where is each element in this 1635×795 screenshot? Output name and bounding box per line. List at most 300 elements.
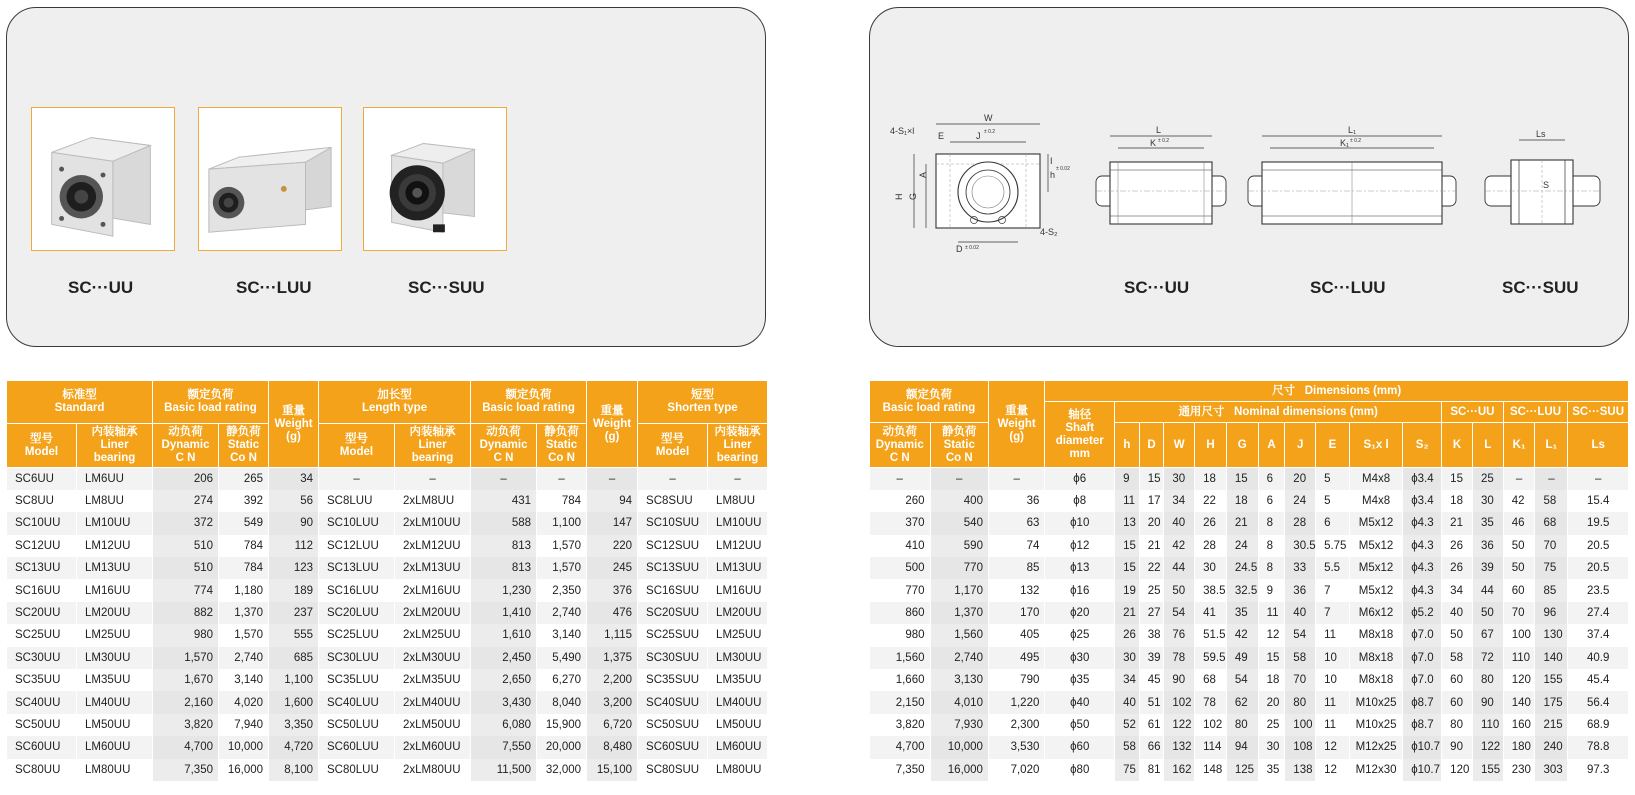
table-cell: 63 — [988, 512, 1044, 534]
table-cell: 108 — [1285, 736, 1316, 758]
table-cell: LM25UU — [77, 624, 153, 646]
col-weight: 重量 Weight (g) — [988, 381, 1044, 468]
table-cell: 500 — [870, 557, 931, 579]
table-cell: 80 — [1442, 714, 1473, 736]
table-cell: 30.5 — [1285, 535, 1316, 557]
table-cell: SC60LUU — [319, 736, 395, 758]
table-cell: 155 — [1472, 759, 1503, 781]
table-cell: 40 — [1442, 602, 1473, 624]
table-row — [7, 624, 768, 646]
table-cell: 80 — [1226, 714, 1258, 736]
table-row — [7, 512, 768, 534]
table-cell: – — [471, 468, 537, 490]
table-cell: 372 — [153, 512, 219, 534]
table-cell: 39 — [1472, 557, 1503, 579]
table-cell: ϕ10.7 — [1403, 736, 1442, 758]
table-cell: 2xLM60UU — [395, 736, 471, 758]
table-cell: 32.5 — [1226, 579, 1258, 601]
table-cell: 10,000 — [219, 736, 269, 758]
table-cell: 58 — [1442, 647, 1473, 669]
table-row — [7, 579, 768, 601]
col-k1: K₁ — [1503, 423, 1535, 468]
table-cell: LM8UU — [708, 490, 768, 512]
table-cell: 74 — [988, 535, 1044, 557]
table-cell: 42 — [1226, 624, 1258, 646]
table-row — [7, 669, 768, 691]
table-cell: SC12UU — [7, 535, 77, 557]
group-shorten: 短型 Shorten type — [638, 381, 768, 424]
table-cell: ϕ50 — [1045, 714, 1115, 736]
table-cell: 61 — [1139, 714, 1164, 736]
table-cell: 36 — [1472, 535, 1503, 557]
col-ls: Ls — [1568, 423, 1629, 468]
table-cell: SC25LUU — [319, 624, 395, 646]
table-cell: 3,130 — [930, 669, 988, 691]
table-cell: LM20UU — [77, 602, 153, 624]
table-cell: 50 — [1503, 557, 1535, 579]
table-cell: 26 — [1115, 624, 1140, 646]
drawing-caption-sc-luu: SC···LUU — [1310, 278, 1386, 297]
table-cell: ϕ4.3 — [1403, 579, 1442, 601]
table-cell: ϕ7.0 — [1403, 624, 1442, 646]
table-cell: 980 — [870, 624, 931, 646]
label-k1-tol: ± 0.2 — [1350, 138, 1362, 144]
table-cell: 60 — [1442, 691, 1473, 713]
table-cell: 21 — [1139, 535, 1164, 557]
table-cell: 58 — [1285, 647, 1316, 669]
table-cell: 18 — [1226, 490, 1258, 512]
table-cell: 59.5 — [1195, 647, 1227, 669]
table-cell: 2xLM10UU — [395, 512, 471, 534]
table-cell: SC20LUU — [319, 602, 395, 624]
col-static-2: 静负荷 Static Co N — [537, 424, 587, 468]
table-cell: – — [1568, 468, 1629, 490]
table-cell: – — [395, 468, 471, 490]
table-cell: 8,480 — [587, 736, 638, 758]
table-cell: 180 — [1503, 736, 1535, 758]
table-cell: 3,140 — [219, 669, 269, 691]
table-cell: ϕ3.4 — [1403, 468, 1442, 490]
col-h: h — [1115, 423, 1140, 468]
table-cell: ϕ4.3 — [1403, 535, 1442, 557]
table-cell: 66 — [1139, 736, 1164, 758]
table-cell: – — [988, 468, 1044, 490]
table-cell: ϕ10.7 — [1403, 759, 1442, 781]
table-cell: 11 — [1115, 490, 1140, 512]
table-cell: 60 — [1442, 669, 1473, 691]
caption-sc-suu: SC···SUU — [408, 278, 485, 297]
table-cell: 20.5 — [1568, 535, 1629, 557]
label-w: W — [984, 113, 993, 123]
table-cell: 376 — [587, 579, 638, 601]
label-h-tol: ± 0.02 — [1056, 166, 1070, 172]
table-cell: 1,570 — [537, 557, 587, 579]
table-cell: 22 — [1139, 557, 1164, 579]
table-cell: LM30UU — [77, 647, 153, 669]
table-cell: 15,100 — [587, 759, 638, 781]
table-cell: ϕ80 — [1045, 759, 1115, 781]
table-cell: 51 — [1139, 691, 1164, 713]
table-cell: 510 — [153, 535, 219, 557]
table-cell: LM10UU — [77, 512, 153, 534]
table-cell: 26 — [1442, 535, 1473, 557]
table-cell: 11,500 — [471, 759, 537, 781]
table-cell: 102 — [1195, 714, 1227, 736]
label-h-big: H — [894, 193, 904, 200]
table-cell: 125 — [1226, 759, 1258, 781]
table-cell: 11 — [1316, 714, 1350, 736]
table-cell: 22 — [1195, 490, 1227, 512]
table-cell: 8 — [1258, 557, 1285, 579]
table-row — [870, 736, 1629, 758]
table-row — [7, 714, 768, 736]
group-type-suu: SC···SUU — [1568, 402, 1629, 423]
table-cell: LM80UU — [77, 759, 153, 781]
table-cell: 50 — [1503, 535, 1535, 557]
group-type-uu: SC···UU — [1442, 402, 1504, 423]
table-row — [7, 468, 768, 490]
table-cell: SC80LUU — [319, 759, 395, 781]
table-cell: ϕ25 — [1045, 624, 1115, 646]
table-cell: 112 — [269, 535, 319, 557]
table-cell: ϕ7.0 — [1403, 669, 1442, 691]
table-cell: LM10UU — [708, 512, 768, 534]
table-cell: SC40SUU — [638, 691, 708, 713]
table-cell: 2,740 — [219, 647, 269, 669]
table-cell: 882 — [153, 602, 219, 624]
table-cell: 549 — [219, 512, 269, 534]
table-cell: ϕ4.3 — [1403, 512, 1442, 534]
table-cell: 10 — [1316, 647, 1350, 669]
table-cell: 37.4 — [1568, 624, 1629, 646]
table-cell: M8x18 — [1349, 624, 1402, 646]
table-cell: ϕ6 — [1045, 468, 1115, 490]
table-cell: M12x25 — [1349, 736, 1402, 758]
table-cell: 110 — [1503, 647, 1535, 669]
col-a: A — [1258, 423, 1285, 468]
label-e: E — [938, 131, 945, 141]
table-cell: 245 — [587, 557, 638, 579]
table-cell: 5 — [1316, 468, 1350, 490]
table-cell: 26 — [1195, 512, 1227, 534]
table-cell: 90 — [1472, 691, 1503, 713]
table-cell: M10x25 — [1349, 691, 1402, 713]
table-cell: 36 — [1285, 579, 1316, 601]
table-cell: 42 — [1164, 535, 1195, 557]
table-cell: 2xLM80UU — [395, 759, 471, 781]
table-cell: 15 — [1115, 535, 1140, 557]
table-cell: 1,660 — [870, 669, 931, 691]
table-cell: 1,375 — [587, 647, 638, 669]
table-cell: 32,000 — [537, 759, 587, 781]
table-cell: M12x30 — [1349, 759, 1402, 781]
table-cell: 510 — [153, 557, 219, 579]
table-cell: LM16UU — [708, 579, 768, 601]
table-cell: 2xLM50UU — [395, 714, 471, 736]
table-cell: M8x18 — [1349, 669, 1402, 691]
table-cell: ϕ12 — [1045, 535, 1115, 557]
table-cell: 8 — [1258, 512, 1285, 534]
table-cell: SC80SUU — [638, 759, 708, 781]
table-cell: 7 — [1316, 602, 1350, 624]
table-cell: – — [1535, 468, 1568, 490]
table-cell: 2,450 — [471, 647, 537, 669]
table-cell: 860 — [870, 602, 931, 624]
table-cell: 76 — [1164, 624, 1195, 646]
label-d-tol: ± 0.02 — [965, 245, 979, 251]
table-cell: M6x12 — [1349, 602, 1402, 624]
table-row — [870, 669, 1629, 691]
col-model-2: 型号 Model — [319, 424, 395, 468]
table-cell: 97.3 — [1568, 759, 1629, 781]
table-row — [870, 624, 1629, 646]
col-liner-1: 内装轴承 Liner bearing — [77, 424, 153, 468]
table-cell: 123 — [269, 557, 319, 579]
table-cell: ϕ60 — [1045, 736, 1115, 758]
table-cell: SC30LUU — [319, 647, 395, 669]
table-cell: SC25UU — [7, 624, 77, 646]
table-cell: 85 — [1535, 579, 1568, 601]
table-cell: SC30UU — [7, 647, 77, 669]
table-cell: SC60UU — [7, 736, 77, 758]
table-cell: 2,650 — [471, 669, 537, 691]
table-cell: 110 — [1472, 714, 1503, 736]
group-load-1: 额定负荷 Basic load rating — [153, 381, 269, 424]
table-cell: 7,550 — [471, 736, 537, 758]
table-cell: 140 — [1535, 647, 1568, 669]
table-cell: 60 — [1503, 579, 1535, 601]
table-row — [870, 579, 1629, 601]
table-cell: M5x12 — [1349, 557, 1402, 579]
table-cell: 9 — [1115, 468, 1140, 490]
label-g: G — [908, 192, 918, 200]
table-cell: 21 — [1115, 602, 1140, 624]
table-cell: SC50LUU — [319, 714, 395, 736]
table-cell: 30 — [1258, 736, 1285, 758]
table-cell: 3,820 — [870, 714, 931, 736]
table-cell: M10x25 — [1349, 714, 1402, 736]
table-cell: 4,700 — [153, 736, 219, 758]
label-d: D — [956, 244, 963, 254]
table-cell: – — [587, 468, 638, 490]
table-cell: 45.4 — [1568, 669, 1629, 691]
table-cell: 590 — [930, 535, 988, 557]
label-j: J — [976, 131, 981, 141]
label-s: S — [1543, 180, 1550, 190]
table-cell: 3,350 — [269, 714, 319, 736]
table-cell: 12 — [1316, 736, 1350, 758]
table-cell: 1,100 — [537, 512, 587, 534]
table-cell: 56.4 — [1568, 691, 1629, 713]
table-cell: 813 — [471, 535, 537, 557]
table-cell: 392 — [219, 490, 269, 512]
table-cell: 94 — [587, 490, 638, 512]
table-cell: 20,000 — [537, 736, 587, 758]
col-k: K — [1442, 423, 1473, 468]
table-cell: SC50SUU — [638, 714, 708, 736]
table-cell: 3,140 — [537, 624, 587, 646]
table-cell: 78 — [1195, 691, 1227, 713]
table-cell: SC20UU — [7, 602, 77, 624]
table-cell: LM25UU — [708, 624, 768, 646]
table-cell: M4x8 — [1349, 490, 1402, 512]
table-cell: 1,570 — [219, 624, 269, 646]
table-cell: 72 — [1472, 647, 1503, 669]
group-nominal: 通用尺寸 Nominal dimensions (mm) — [1115, 402, 1442, 423]
load-rating-table — [6, 380, 768, 781]
table-cell: 774 — [153, 579, 219, 601]
table-cell: 21 — [1226, 512, 1258, 534]
table-row — [7, 535, 768, 557]
table-cell: 114 — [1195, 736, 1227, 758]
table-cell: 1,370 — [219, 602, 269, 624]
table-cell: 25 — [1472, 468, 1503, 490]
table-cell: 80 — [1472, 669, 1503, 691]
table-cell: LM40UU — [708, 691, 768, 713]
table-cell: 1,100 — [269, 669, 319, 691]
table-row — [870, 759, 1629, 781]
table-cell: 54 — [1164, 602, 1195, 624]
table-cell: 35 — [1258, 759, 1285, 781]
table-cell: 24 — [1226, 535, 1258, 557]
table-cell: 90 — [269, 512, 319, 534]
table-cell: 40 — [1115, 691, 1140, 713]
table-cell: 54 — [1285, 624, 1316, 646]
table-cell: 588 — [471, 512, 537, 534]
table-cell: ϕ3.4 — [1403, 490, 1442, 512]
table-cell: 790 — [988, 669, 1044, 691]
table-cell: SC12SUU — [638, 535, 708, 557]
table-cell: ϕ4.3 — [1403, 557, 1442, 579]
table-cell: 120 — [1503, 669, 1535, 691]
table-cell: 67 — [1472, 624, 1503, 646]
group-load: 额定负荷 Basic load rating — [870, 381, 989, 423]
table-row — [7, 736, 768, 758]
label-a: A — [918, 171, 928, 178]
table-row — [7, 647, 768, 669]
table-cell: 410 — [870, 535, 931, 557]
table-cell: 431 — [471, 490, 537, 512]
col-s2: S₂ — [1403, 423, 1442, 468]
table-cell: 5.75 — [1316, 535, 1350, 557]
table-cell: 8 — [1258, 535, 1285, 557]
table-cell: LM20UU — [708, 602, 768, 624]
table-cell: 3,530 — [988, 736, 1044, 758]
col-model-1: 型号 Model — [7, 424, 77, 468]
table-cell: 11 — [1316, 624, 1350, 646]
table-cell: 50 — [1442, 624, 1473, 646]
table-cell: 3,430 — [471, 691, 537, 713]
col-e: E — [1316, 423, 1350, 468]
table-cell: 784 — [219, 557, 269, 579]
table-cell: 122 — [1472, 736, 1503, 758]
table-cell: SC60SUU — [638, 736, 708, 758]
table-cell: 40 — [1164, 512, 1195, 534]
col-j: J — [1285, 423, 1316, 468]
col-h-big: H — [1195, 423, 1227, 468]
table-cell: 6 — [1258, 490, 1285, 512]
caption-sc-uu: SC···UU — [68, 278, 134, 297]
table-cell: 140 — [1503, 691, 1535, 713]
table-cell: 1,180 — [219, 579, 269, 601]
table-cell: 7,020 — [988, 759, 1044, 781]
table-cell: LM30UU — [708, 647, 768, 669]
label-s1: 4-S₁×l — [890, 126, 915, 136]
table-cell: 45 — [1139, 669, 1164, 691]
table-cell: 138 — [1285, 759, 1316, 781]
drawing-caption-sc-suu: SC···SUU — [1502, 278, 1579, 297]
drawing-caption-sc-uu: SC···UU — [1124, 278, 1190, 297]
table-row — [7, 691, 768, 713]
table-row — [870, 490, 1629, 512]
table-cell: 206 — [153, 468, 219, 490]
label-l1: L₁ — [1348, 125, 1357, 135]
table-cell: 1,610 — [471, 624, 537, 646]
table-cell: ϕ35 — [1045, 669, 1115, 691]
table-cell: 11 — [1316, 691, 1350, 713]
table-cell: 40 — [1285, 602, 1316, 624]
table-cell: 12 — [1316, 759, 1350, 781]
table-cell: LM13UU — [77, 557, 153, 579]
table-cell: 265 — [219, 468, 269, 490]
table-row — [870, 557, 1629, 579]
table-cell: SC8LUU — [319, 490, 395, 512]
table-row — [870, 714, 1629, 736]
table-cell: 148 — [1195, 759, 1227, 781]
table-row — [7, 759, 768, 781]
table-row — [870, 602, 1629, 624]
table-cell: 34 — [1115, 669, 1140, 691]
table-cell: SC13SUU — [638, 557, 708, 579]
table-cell: 4,720 — [269, 736, 319, 758]
table-cell: – — [930, 468, 988, 490]
table-cell: 2,740 — [930, 647, 988, 669]
table-cell: 20 — [1285, 468, 1316, 490]
table-cell: M5x12 — [1349, 512, 1402, 534]
table-cell: M5x12 — [1349, 535, 1402, 557]
table-cell: 16,000 — [219, 759, 269, 781]
table-row — [870, 468, 1629, 490]
table-cell: 1,570 — [153, 647, 219, 669]
table-cell: LM40UU — [77, 691, 153, 713]
col-dynamic-1: 动负荷 Dynamic C N — [153, 424, 219, 468]
table-cell: 1,220 — [988, 691, 1044, 713]
table-cell: 8,040 — [537, 691, 587, 713]
table-cell: – — [708, 468, 768, 490]
table-cell: SC10SUU — [638, 512, 708, 534]
table-cell: ϕ7.0 — [1403, 647, 1442, 669]
table-cell: 39 — [1139, 647, 1164, 669]
table-cell: ϕ30 — [1045, 647, 1115, 669]
table-cell: 5 — [1316, 490, 1350, 512]
table-cell: 18 — [1195, 468, 1227, 490]
table-cell: 5,490 — [537, 647, 587, 669]
table-cell: 1,570 — [537, 535, 587, 557]
table-cell: – — [870, 468, 931, 490]
dimensions-table — [869, 380, 1629, 781]
table-cell: 20 — [1258, 691, 1285, 713]
table-cell: 68 — [1195, 669, 1227, 691]
group-standard: 标准型 Standard — [7, 381, 153, 424]
label-j-tol: ± 0.2 — [984, 129, 996, 135]
table-cell: 81 — [1139, 759, 1164, 781]
table-cell: 405 — [988, 624, 1044, 646]
table-cell: 240 — [1535, 736, 1568, 758]
table-cell: SC16SUU — [638, 579, 708, 601]
table-cell: 28 — [1285, 512, 1316, 534]
table-cell: 370 — [870, 512, 931, 534]
table-cell: 70 — [1503, 602, 1535, 624]
